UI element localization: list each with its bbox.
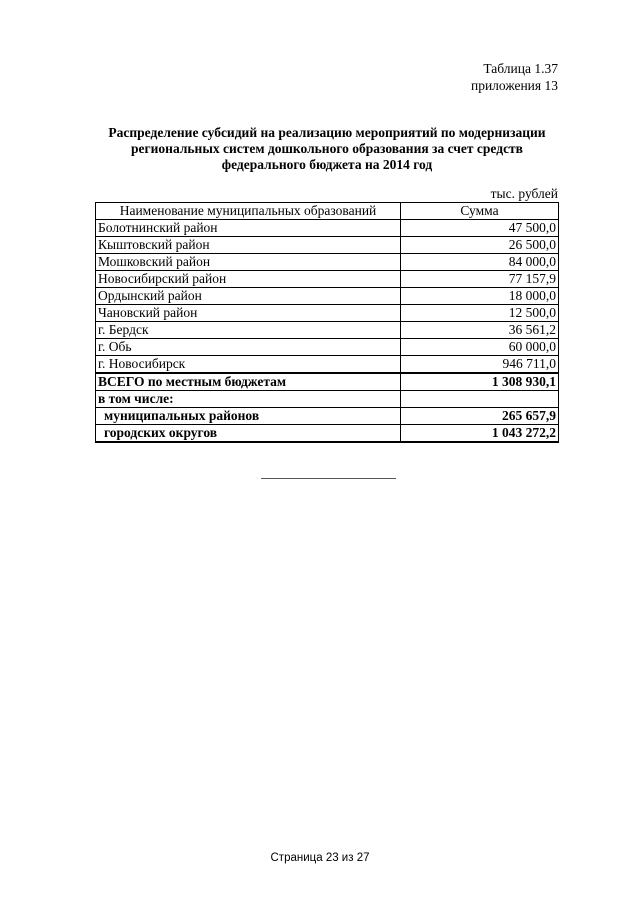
column-header-amount: Сумма — [401, 203, 559, 220]
total-amount: 1 308 930,1 — [401, 373, 559, 391]
row-name: г. Обь — [96, 339, 401, 356]
row-name: г. Новосибирск — [96, 356, 401, 374]
table-row — [96, 254, 559, 271]
row-name: г. Бердск — [96, 322, 401, 339]
page-footer: Страница 23 из 27 — [270, 852, 370, 864]
including-row — [96, 391, 559, 408]
appendix-label: приложения 13 — [470, 78, 558, 93]
row-name: Новосибирский район — [96, 271, 401, 288]
row-amount: 36 561,2 — [401, 322, 559, 339]
table-label: Таблица 1.37 — [483, 61, 558, 76]
row-amount: 77 157,9 — [401, 271, 559, 288]
subtotal-amount: 265 657,9 — [401, 408, 559, 425]
table-row — [96, 220, 559, 237]
table-row — [96, 356, 559, 374]
table-row — [96, 288, 559, 305]
including-amount — [401, 391, 559, 408]
including-label: в том числе: — [96, 391, 401, 408]
table-row — [96, 339, 559, 356]
column-header-name: Наименование муниципальных образований — [96, 203, 401, 220]
table-row — [96, 322, 559, 339]
row-amount: 12 500,0 — [401, 305, 559, 322]
row-amount: 47 500,0 — [401, 220, 559, 237]
row-amount: 26 500,0 — [401, 237, 559, 254]
row-name: Мошковский район — [96, 254, 401, 271]
row-name: Ордынский район — [96, 288, 401, 305]
row-amount: 60 000,0 — [401, 339, 559, 356]
title-line-1: Распределение субсидий на реализацию мероприятий по модернизации — [108, 125, 546, 140]
table-row — [96, 237, 559, 254]
subtotal-row — [96, 408, 559, 425]
table-row — [96, 271, 559, 288]
row-amount: 946 711,0 — [401, 356, 559, 374]
total-row — [96, 373, 559, 391]
title-line-3: федерального бюджета на 2014 год — [221, 157, 433, 172]
subtotal-name: городских округов — [96, 425, 401, 443]
row-name: Болотнинский район — [96, 220, 401, 237]
table-header-row — [96, 203, 559, 220]
title-line-2: региональных систем дошкольного образования за счет средств — [131, 141, 523, 156]
table-reference — [471, 60, 558, 94]
subsidies-table — [95, 202, 559, 443]
table-row — [96, 305, 559, 322]
row-name: Чановский район — [96, 305, 401, 322]
row-amount: 18 000,0 — [401, 288, 559, 305]
total-name: ВСЕГО по местным бюджетам — [96, 373, 401, 391]
row-name: Кыштовский район — [96, 237, 401, 254]
row-amount: 84 000,0 — [401, 254, 559, 271]
units-label: тыс. рублей — [490, 186, 558, 201]
subtotal-row — [96, 425, 559, 443]
separator-line — [261, 478, 396, 479]
subtotal-name: муниципальных районов — [96, 408, 401, 425]
document-title — [96, 125, 558, 173]
subtotal-amount: 1 043 272,2 — [401, 425, 559, 443]
